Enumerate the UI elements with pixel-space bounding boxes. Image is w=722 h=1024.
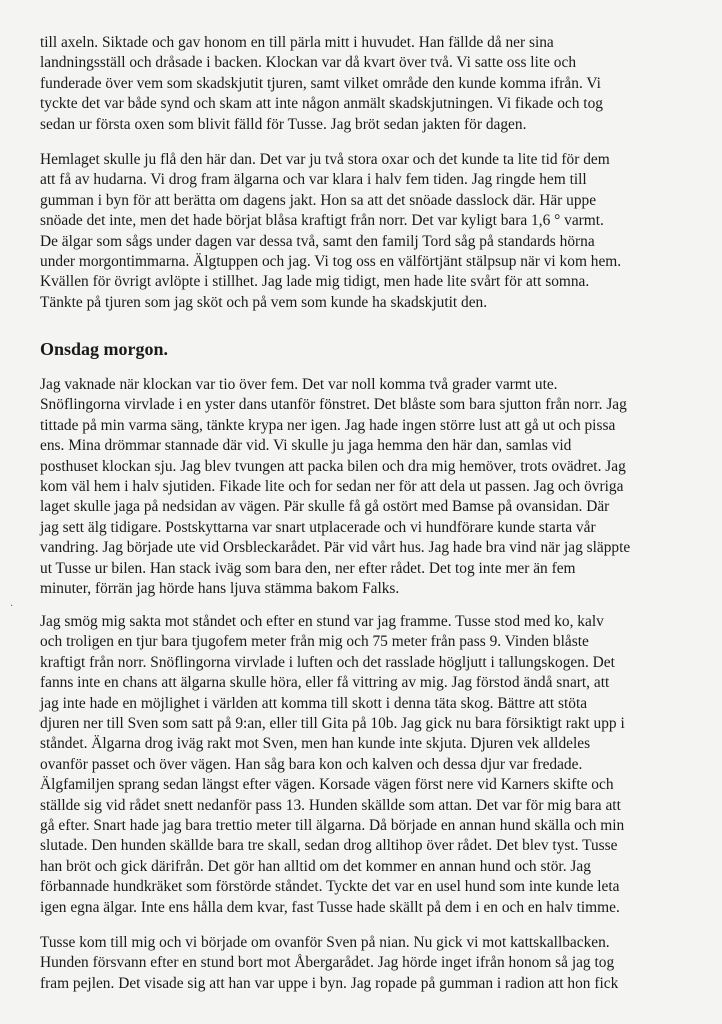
text-line: Hunden försvann efter en stund bort mot Åbergarådet. Jag hörde inget ifrån honom så jag tog: [40, 954, 615, 972]
text-line: gumman i byn för att berätta om dagens jakt. Hon sa att det snöade dasslock där. Här uppe: [40, 191, 597, 209]
scan-speck: ·: [10, 601, 14, 612]
text-line: funderade över vem som skadskjutit tjuren, samt vilket område den kunde komma ifrån. Vi: [40, 74, 601, 92]
text-line: Jag smög mig sakta mot ståndet och efter en stund var jag framme. Tusse stod med ko, kalv: [40, 613, 604, 630]
text-line: laget skulle jaga på nedsidan av vägen. Pär skulle få gå ostört med Bamse på ovansidan. Där: [40, 498, 610, 516]
text-line: sedan ur första oxen som blivit fälld för Tusse. Jag bröt sedan jakten för dagen.: [40, 115, 527, 133]
text-line: slutade. Den hunden skällde bara tre skall, sedan drog alltihop över rådet. Det blev tyst. Tusse: [40, 837, 618, 855]
text-line: Hemlaget skulle ju flå den här dan. Det var ju två stora oxar och det kunde ta lite tid för dem: [40, 151, 610, 168]
text-line: förbannade hundkräket som förstörde ståndet. Tyckte det var en usel hund som inte kunde leta: [40, 878, 620, 896]
text-line: ställde sig vid rådet snett nedanför pass 13. Hunden skällde som attan. Det var för mig bara att: [40, 796, 621, 814]
text-line: kom väl hem i halv sjutiden. Fikade lite och for sedan ner för att dela ut passen. Jag och övriga: [40, 478, 624, 496]
text-line: Tänkte på tjuren som jag sköt och på vem som kunde ha skadskjutit den.: [40, 293, 488, 311]
paragraph-2: [40, 150, 690, 313]
text-line: tittade på min varma säng, tänkte krypa ner igen. Jag hade ingen större lust att gå ut och pissa: [40, 416, 616, 434]
text-line: under morgontimmarna. Älgtuppen och jag. Vi tog oss en välförtjänt stälpsup när vi kom hem.: [40, 253, 622, 271]
text-line: fram pejlen. Det visade sig att han var uppe i byn. Jag ropade på gumman i radion att hon fick: [40, 974, 619, 992]
text-line: Älgfamiljen sprang sedan längst efter vägen. Korsade vägen först nere vid Karners skifte och: [40, 776, 614, 794]
text-line: ovanför passet och över vägen. Han såg bara kon och kalven och dessa djur var fredade.: [40, 755, 583, 773]
paragraph-4: [40, 612, 690, 918]
text-line: han bröt och gick därifrån. Det gör han alltid om det kommer en annan hund och stör. Jag: [40, 857, 591, 875]
section-heading: Onsdag morgon.: [40, 339, 169, 359]
text-line: tyckte det var både synd och skam att inte någon anmält skadskjutningen. Vi fikade och tog: [40, 95, 603, 113]
text-line: till axeln. Siktade och gav honom en till pärla mitt i huvudet. Han fällde då ner sina: [40, 34, 554, 51]
text-line: fanns inte en chans att älgarna skulle höra, eller få vittring av mig. Jag förstod ändå snart, att: [40, 674, 610, 692]
text-line: ens. Mina drömmar stannade där vid. Vi skulle ju jaga hemma den här dan, samlas vid: [40, 437, 572, 455]
paragraph-5: [40, 933, 690, 994]
text-line: ut Tusse ur bilen. Han stack iväg som bara den, ner efter rådet. Det tog inte mer än fem: [40, 559, 576, 577]
text-line: gå efter. Snart hade jag bara trettio meter till älgarna. Då började en annan hund skälla och min: [40, 817, 625, 835]
text-line: ståndet. Älgarna drog iväg rakt mot Sven, men han kunde inte skjuta. Djuren vek alldeles: [40, 735, 591, 753]
text-line: minuter, förrän jag hörde hans ljuva stämma bakom Falks.: [40, 580, 400, 598]
text-line: jag sett älg tidigare. Postskyttarna var snart utplacerade och vi hundförare kunde starta vår: [40, 518, 596, 536]
text-line: landningsställ och dråsade i backen. Klockan var då kvart över två. Vi satte oss lite och: [40, 54, 577, 72]
text-line: vandring. Jag började ute vid Orsbleckarådet. Pär vid vårt hus. Jag hade bra vind när jag släppte: [40, 539, 631, 557]
text-line: Tusse kom till mig och vi började om ovanför Sven på nian. Nu gick vi mot kattskallbacken.: [40, 934, 610, 951]
text-line: igen egna älgar. Inte ens hålla dem kvar, fast Tusse hade skällt på dem i en och en halv timme.: [40, 898, 620, 916]
paragraph-3: [40, 375, 690, 599]
text-line: jag inte hade en möjlighet i världen att komma till skott i denna täta skog. Bättre att stöta: [40, 694, 588, 712]
text-line: De älgar som sågs under dagen var dessa två, samt den familj Tord såg på standards hörna: [40, 232, 595, 250]
text-line: Snöflingorna virvlade i en yster dans utanför fönstret. Det blåste som bara sjutton från norr. Jag: [40, 396, 627, 414]
text-line: djuren ner till Sven som satt på 9:an, eller till Gita på 10b. Jag gick nu bara försiktigt rakt upp i: [40, 715, 625, 733]
text-line: kraftigt från norr. Snöflingorna virvlade i luften och det rasslade högljutt i tallungskogen. Det: [40, 653, 615, 671]
text-line: Kvällen för övrigt avlöpte i stillhet. Jag lade mig tidigt, men hade lite svårt för att somna.: [40, 273, 590, 291]
text-line: att få av hudarna. Vi drog fram älgarna och var klara i halv fem tiden. Jag ringde hem till: [40, 171, 587, 189]
text-line: snöade det inte, men det hade börjat blåsa kraftigt från norr. Det var kyligt bara 1,6 ° varmt.: [40, 212, 604, 230]
text-line: Jag vaknade när klockan var tio över fem. Det var noll komma två grader varmt ute.: [40, 376, 558, 393]
text-line: och troligen en tjur bara tjugofem meter från mig och 75 meter från pass 9. Vinden blåste: [40, 633, 589, 651]
text-line: posthuset klockan sju. Jag blev tvungen att packa bilen och dra mig hemöver, trots ovädret. Jag: [40, 457, 626, 475]
paragraph-1: [40, 33, 690, 135]
